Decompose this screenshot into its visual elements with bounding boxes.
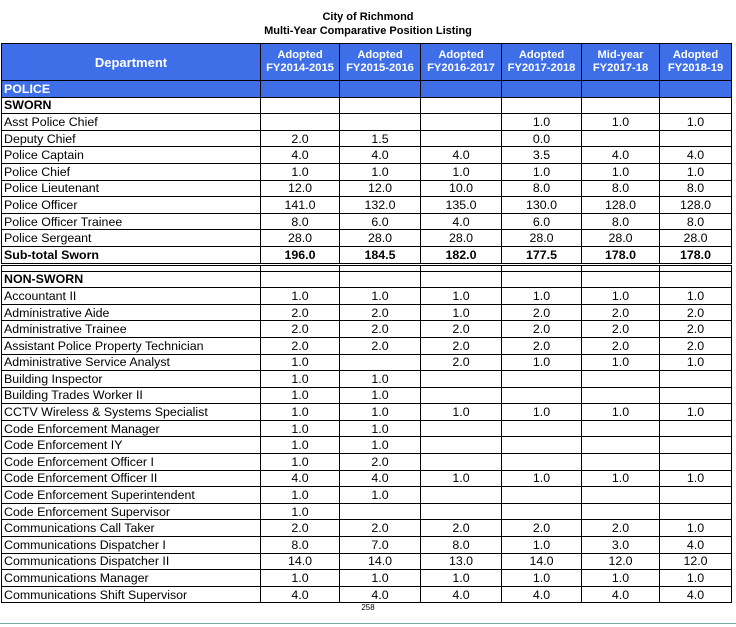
section-row xyxy=(2,81,732,98)
column-header-2 xyxy=(340,44,421,81)
value-cell xyxy=(660,81,732,98)
row-label-cell: Administrative Service Analyst xyxy=(2,354,261,371)
row-label-cell: Communications Shift Supervisor xyxy=(2,586,261,603)
table-row xyxy=(2,537,732,554)
value-cell xyxy=(582,81,660,98)
value-cell: 1.0 xyxy=(582,404,660,421)
value-cell: 1.0 xyxy=(660,354,732,371)
value-cell xyxy=(660,503,732,520)
value-cell: 135.0 xyxy=(421,197,502,214)
value-cell: 2.0 xyxy=(340,454,421,471)
value-cell: 8.0 xyxy=(261,537,340,554)
value-cell: 1.0 xyxy=(340,420,421,437)
table-row xyxy=(2,520,732,537)
value-cell: 1.0 xyxy=(261,404,340,421)
row-label-cell: Administrative Aide xyxy=(2,304,261,321)
value-cell xyxy=(340,503,421,520)
value-cell: 1.0 xyxy=(261,387,340,404)
value-cell: 4.0 xyxy=(582,147,660,164)
value-cell xyxy=(502,271,582,288)
value-cell: 8.0 xyxy=(660,213,732,230)
value-cell: 1.0 xyxy=(582,354,660,371)
value-cell xyxy=(660,420,732,437)
table-row xyxy=(2,197,732,214)
value-cell: 28.0 xyxy=(502,230,582,247)
value-cell: 2.0 xyxy=(261,321,340,338)
column-header-line1: Adopted xyxy=(518,49,565,61)
value-cell: 1.0 xyxy=(502,570,582,587)
table-row xyxy=(2,163,732,180)
value-cell xyxy=(502,503,582,520)
value-cell: 1.0 xyxy=(261,354,340,371)
table-row xyxy=(2,180,732,197)
column-header-line2: FY2018-19 xyxy=(667,62,724,74)
table-header-row xyxy=(2,44,732,81)
table-row xyxy=(2,503,732,520)
value-cell: 1.0 xyxy=(421,470,502,487)
value-cell: 1.0 xyxy=(261,420,340,437)
document-title: City of Richmond xyxy=(322,11,414,23)
value-cell xyxy=(582,487,660,504)
row-label-cell: Sub-total Sworn xyxy=(2,246,261,264)
value-cell: 1.0 xyxy=(261,503,340,520)
value-cell xyxy=(340,114,421,131)
group-row xyxy=(2,271,732,288)
value-cell: 1.0 xyxy=(261,437,340,454)
table-body xyxy=(2,81,732,603)
value-cell: 141.0 xyxy=(261,197,340,214)
value-cell xyxy=(582,271,660,288)
value-cell: 0.0 xyxy=(502,130,582,147)
row-label-cell: Police Lieutenant xyxy=(2,180,261,197)
row-label-cell: Code Enforcement Officer II xyxy=(2,470,261,487)
value-cell: 1.0 xyxy=(660,114,732,131)
value-cell xyxy=(261,264,340,271)
row-label-cell: Police Captain xyxy=(2,147,261,164)
value-cell: 8.0 xyxy=(660,180,732,197)
value-cell: 4.0 xyxy=(340,470,421,487)
row-label-cell: Police Officer xyxy=(2,197,261,214)
value-cell: 28.0 xyxy=(340,230,421,247)
value-cell: 4.0 xyxy=(340,586,421,603)
value-cell: 12.0 xyxy=(340,180,421,197)
value-cell: 1.0 xyxy=(582,288,660,305)
value-cell: 4.0 xyxy=(421,586,502,603)
value-cell: 132.0 xyxy=(340,197,421,214)
value-cell: 2.0 xyxy=(582,321,660,338)
table-row xyxy=(2,487,732,504)
table-row xyxy=(2,304,732,321)
value-cell: 1.0 xyxy=(340,288,421,305)
value-cell: 1.0 xyxy=(660,570,732,587)
row-label-cell: Communications Call Taker xyxy=(2,520,261,537)
row-label-cell xyxy=(2,264,261,271)
value-cell: 1.0 xyxy=(502,354,582,371)
column-header-line1: Adopted xyxy=(357,49,403,61)
value-cell: 1.0 xyxy=(582,163,660,180)
value-cell xyxy=(421,454,502,471)
row-label-cell: Police Officer Trainee xyxy=(2,213,261,230)
value-cell xyxy=(421,264,502,271)
table-row xyxy=(2,371,732,388)
value-cell: 4.0 xyxy=(502,586,582,603)
value-cell xyxy=(421,81,502,98)
value-cell: 2.0 xyxy=(660,304,732,321)
table-row xyxy=(2,437,732,454)
value-cell xyxy=(421,420,502,437)
column-header-department xyxy=(2,44,261,81)
value-cell: 1.0 xyxy=(660,163,732,180)
value-cell: 1.0 xyxy=(261,570,340,587)
value-cell xyxy=(660,271,732,288)
value-cell: 1.0 xyxy=(261,288,340,305)
value-cell xyxy=(421,271,502,288)
column-header-line2: FY2016-2017 xyxy=(427,62,495,74)
value-cell: 128.0 xyxy=(582,197,660,214)
column-header-line2: FY2017-18 xyxy=(592,62,649,74)
value-cell xyxy=(660,454,732,471)
value-cell xyxy=(421,487,502,504)
value-cell xyxy=(340,81,421,98)
value-cell xyxy=(660,437,732,454)
value-cell xyxy=(582,420,660,437)
value-cell xyxy=(502,81,582,98)
value-cell xyxy=(502,371,582,388)
value-cell xyxy=(660,130,732,147)
row-label-cell: Administrative Trainee xyxy=(2,321,261,338)
table-row xyxy=(2,470,732,487)
value-cell: 1.0 xyxy=(660,520,732,537)
value-cell: 1.0 xyxy=(340,437,421,454)
value-cell: 2.0 xyxy=(261,337,340,354)
row-label-cell: Code Enforcement IY xyxy=(2,437,261,454)
value-cell: 196.0 xyxy=(261,246,340,264)
value-cell: 4.0 xyxy=(582,586,660,603)
value-cell: 2.0 xyxy=(421,354,502,371)
value-cell: 2.0 xyxy=(502,321,582,338)
value-cell: 14.0 xyxy=(502,553,582,570)
row-label-cell: Communications Manager xyxy=(2,570,261,587)
row-label-cell: Deputy Chief xyxy=(2,130,261,147)
page-number: 258 xyxy=(361,603,375,612)
value-cell xyxy=(502,437,582,454)
row-label-cell: Accountant II xyxy=(2,288,261,305)
value-cell: 1.0 xyxy=(582,470,660,487)
value-cell: 2.0 xyxy=(421,520,502,537)
row-label-cell: Assistant Police Property Technician xyxy=(2,337,261,354)
value-cell: 2.0 xyxy=(261,520,340,537)
row-label-cell: Building Inspector xyxy=(2,371,261,388)
value-cell: 4.0 xyxy=(421,213,502,230)
value-cell xyxy=(261,271,340,288)
row-label-cell: Code Enforcement Superintendent xyxy=(2,487,261,504)
value-cell: 28.0 xyxy=(261,230,340,247)
value-cell: 6.0 xyxy=(502,213,582,230)
value-cell: 8.0 xyxy=(582,213,660,230)
value-cell: 2.0 xyxy=(502,337,582,354)
column-header-line2: FY2014-2015 xyxy=(266,62,334,74)
value-cell: 12.0 xyxy=(582,553,660,570)
value-cell xyxy=(421,437,502,454)
value-cell xyxy=(261,81,340,98)
value-cell: 2.0 xyxy=(660,337,732,354)
table-row xyxy=(2,354,732,371)
value-cell: 3.0 xyxy=(582,537,660,554)
value-cell xyxy=(261,97,340,114)
value-cell xyxy=(421,130,502,147)
table-row xyxy=(2,114,732,131)
value-cell: 8.0 xyxy=(421,537,502,554)
subtotal-row xyxy=(2,246,732,264)
value-cell: 1.0 xyxy=(502,537,582,554)
row-label-cell: CCTV Wireless & Systems Specialist xyxy=(2,404,261,421)
table-row xyxy=(2,130,732,147)
value-cell: 1.0 xyxy=(502,114,582,131)
table-row xyxy=(2,387,732,404)
table-row xyxy=(2,454,732,471)
column-header-line1: Mid-year xyxy=(597,49,644,61)
row-label-cell: Asst Police Chief xyxy=(2,114,261,131)
value-cell: 4.0 xyxy=(340,147,421,164)
value-cell: 28.0 xyxy=(582,230,660,247)
value-cell xyxy=(582,371,660,388)
value-cell xyxy=(261,114,340,131)
value-cell: 1.0 xyxy=(340,387,421,404)
row-label-cell: Police Chief xyxy=(2,163,261,180)
value-cell xyxy=(421,371,502,388)
row-label-cell: Code Enforcement Officer I xyxy=(2,454,261,471)
value-cell: 130.0 xyxy=(502,197,582,214)
table-row xyxy=(2,321,732,338)
value-cell xyxy=(340,271,421,288)
value-cell: 1.0 xyxy=(582,114,660,131)
value-cell: 2.0 xyxy=(582,304,660,321)
value-cell: 1.0 xyxy=(261,487,340,504)
value-cell: 6.0 xyxy=(340,213,421,230)
value-cell: 128.0 xyxy=(660,197,732,214)
spacer-row xyxy=(2,264,732,271)
table-row xyxy=(2,147,732,164)
value-cell: 1.0 xyxy=(340,570,421,587)
group-row xyxy=(2,97,732,114)
value-cell: 182.0 xyxy=(421,246,502,264)
value-cell xyxy=(660,371,732,388)
value-cell xyxy=(502,97,582,114)
row-label-cell: Communications Dispatcher I xyxy=(2,537,261,554)
value-cell: 1.0 xyxy=(502,404,582,421)
value-cell: 1.0 xyxy=(340,487,421,504)
value-cell: 1.0 xyxy=(261,371,340,388)
value-cell: 1.0 xyxy=(660,288,732,305)
table-row xyxy=(2,230,732,247)
value-cell: 4.0 xyxy=(660,537,732,554)
value-cell: 1.0 xyxy=(502,470,582,487)
value-cell xyxy=(502,387,582,404)
row-label-cell: Communications Dispatcher II xyxy=(2,553,261,570)
value-cell: 1.0 xyxy=(261,163,340,180)
value-cell xyxy=(502,454,582,471)
value-cell: 8.0 xyxy=(502,180,582,197)
value-cell: 1.0 xyxy=(340,371,421,388)
column-header-line1: Adopted xyxy=(672,49,719,61)
value-cell xyxy=(421,114,502,131)
value-cell: 4.0 xyxy=(421,147,502,164)
value-cell: 1.0 xyxy=(340,404,421,421)
value-cell: 1.0 xyxy=(421,404,502,421)
column-header-line1: Adopted xyxy=(277,49,323,61)
value-cell xyxy=(340,97,421,114)
value-cell: 1.0 xyxy=(340,163,421,180)
column-header-3 xyxy=(421,44,502,81)
table-row xyxy=(2,553,732,570)
value-cell: 177.5 xyxy=(502,246,582,264)
value-cell: 1.0 xyxy=(421,163,502,180)
value-cell: 2.0 xyxy=(421,337,502,354)
row-label-cell: Code Enforcement Supervisor xyxy=(2,503,261,520)
table-row xyxy=(2,420,732,437)
value-cell xyxy=(660,387,732,404)
value-cell: 13.0 xyxy=(421,553,502,570)
value-cell xyxy=(660,97,732,114)
column-header-5 xyxy=(582,44,660,81)
value-cell xyxy=(340,354,421,371)
row-label-cell: NON-SWORN xyxy=(2,271,261,288)
value-cell: 12.0 xyxy=(261,180,340,197)
value-cell: 8.0 xyxy=(582,180,660,197)
value-cell: 10.0 xyxy=(421,180,502,197)
value-cell xyxy=(660,487,732,504)
value-cell: 2.0 xyxy=(582,337,660,354)
value-cell xyxy=(582,437,660,454)
value-cell: 14.0 xyxy=(340,553,421,570)
value-cell: 1.0 xyxy=(660,470,732,487)
value-cell: 4.0 xyxy=(261,586,340,603)
row-label-cell: Code Enforcement Manager xyxy=(2,420,261,437)
value-cell: 2.0 xyxy=(261,304,340,321)
value-cell: 8.0 xyxy=(261,213,340,230)
table-row xyxy=(2,337,732,354)
value-cell: 7.0 xyxy=(340,537,421,554)
column-header-label: Department xyxy=(94,54,168,70)
table-row xyxy=(2,404,732,421)
row-label-cell: Building Trades Worker II xyxy=(2,387,261,404)
value-cell: 1.0 xyxy=(502,288,582,305)
column-header-1 xyxy=(261,44,340,81)
value-cell xyxy=(340,264,421,271)
value-cell: 1.0 xyxy=(660,404,732,421)
value-cell xyxy=(502,420,582,437)
value-cell: 4.0 xyxy=(660,586,732,603)
table-row xyxy=(2,586,732,603)
column-header-line1: Adopted xyxy=(438,49,484,61)
value-cell: 178.0 xyxy=(582,246,660,264)
value-cell: 28.0 xyxy=(660,230,732,247)
position-listing-table xyxy=(1,43,732,603)
value-cell xyxy=(502,264,582,271)
table-row xyxy=(2,570,732,587)
value-cell: 1.0 xyxy=(582,570,660,587)
value-cell: 1.0 xyxy=(421,570,502,587)
value-cell xyxy=(582,387,660,404)
column-header-line2: FY2017-2018 xyxy=(507,62,576,74)
row-label-cell: POLICE xyxy=(2,81,261,98)
row-label-cell: Police Sergeant xyxy=(2,230,261,247)
document-subtitle: Multi-Year Comparative Position Listing xyxy=(264,25,472,37)
value-cell: 2.0 xyxy=(340,337,421,354)
value-cell: 1.0 xyxy=(421,288,502,305)
row-label-cell: SWORN xyxy=(2,97,261,114)
value-cell: 2.0 xyxy=(421,321,502,338)
table-row xyxy=(2,288,732,305)
column-header-line2: FY2015-2016 xyxy=(346,62,414,74)
value-cell: 2.0 xyxy=(340,520,421,537)
value-cell xyxy=(582,503,660,520)
value-cell: 1.0 xyxy=(502,163,582,180)
value-cell: 2.0 xyxy=(582,520,660,537)
value-cell: 178.0 xyxy=(660,246,732,264)
value-cell: 12.0 xyxy=(660,553,732,570)
value-cell: 1.5 xyxy=(340,130,421,147)
value-cell: 2.0 xyxy=(340,321,421,338)
value-cell xyxy=(582,130,660,147)
value-cell xyxy=(421,387,502,404)
value-cell: 4.0 xyxy=(660,147,732,164)
value-cell: 2.0 xyxy=(502,304,582,321)
value-cell: 2.0 xyxy=(261,130,340,147)
value-cell: 28.0 xyxy=(421,230,502,247)
value-cell xyxy=(582,264,660,271)
page-bottom-rule xyxy=(0,623,736,624)
value-cell: 1.0 xyxy=(261,454,340,471)
column-header-6 xyxy=(660,44,732,81)
value-cell: 2.0 xyxy=(340,304,421,321)
value-cell: 184.5 xyxy=(340,246,421,264)
column-header-4 xyxy=(502,44,582,81)
value-cell xyxy=(660,264,732,271)
value-cell: 14.0 xyxy=(261,553,340,570)
value-cell xyxy=(582,97,660,114)
value-cell: 2.0 xyxy=(502,520,582,537)
value-cell: 4.0 xyxy=(261,470,340,487)
value-cell: 2.0 xyxy=(660,321,732,338)
value-cell xyxy=(582,454,660,471)
table-row xyxy=(2,213,732,230)
value-cell: 3.5 xyxy=(502,147,582,164)
value-cell: 4.0 xyxy=(261,147,340,164)
value-cell: 1.0 xyxy=(421,304,502,321)
value-cell xyxy=(502,487,582,504)
value-cell xyxy=(421,97,502,114)
value-cell xyxy=(421,503,502,520)
